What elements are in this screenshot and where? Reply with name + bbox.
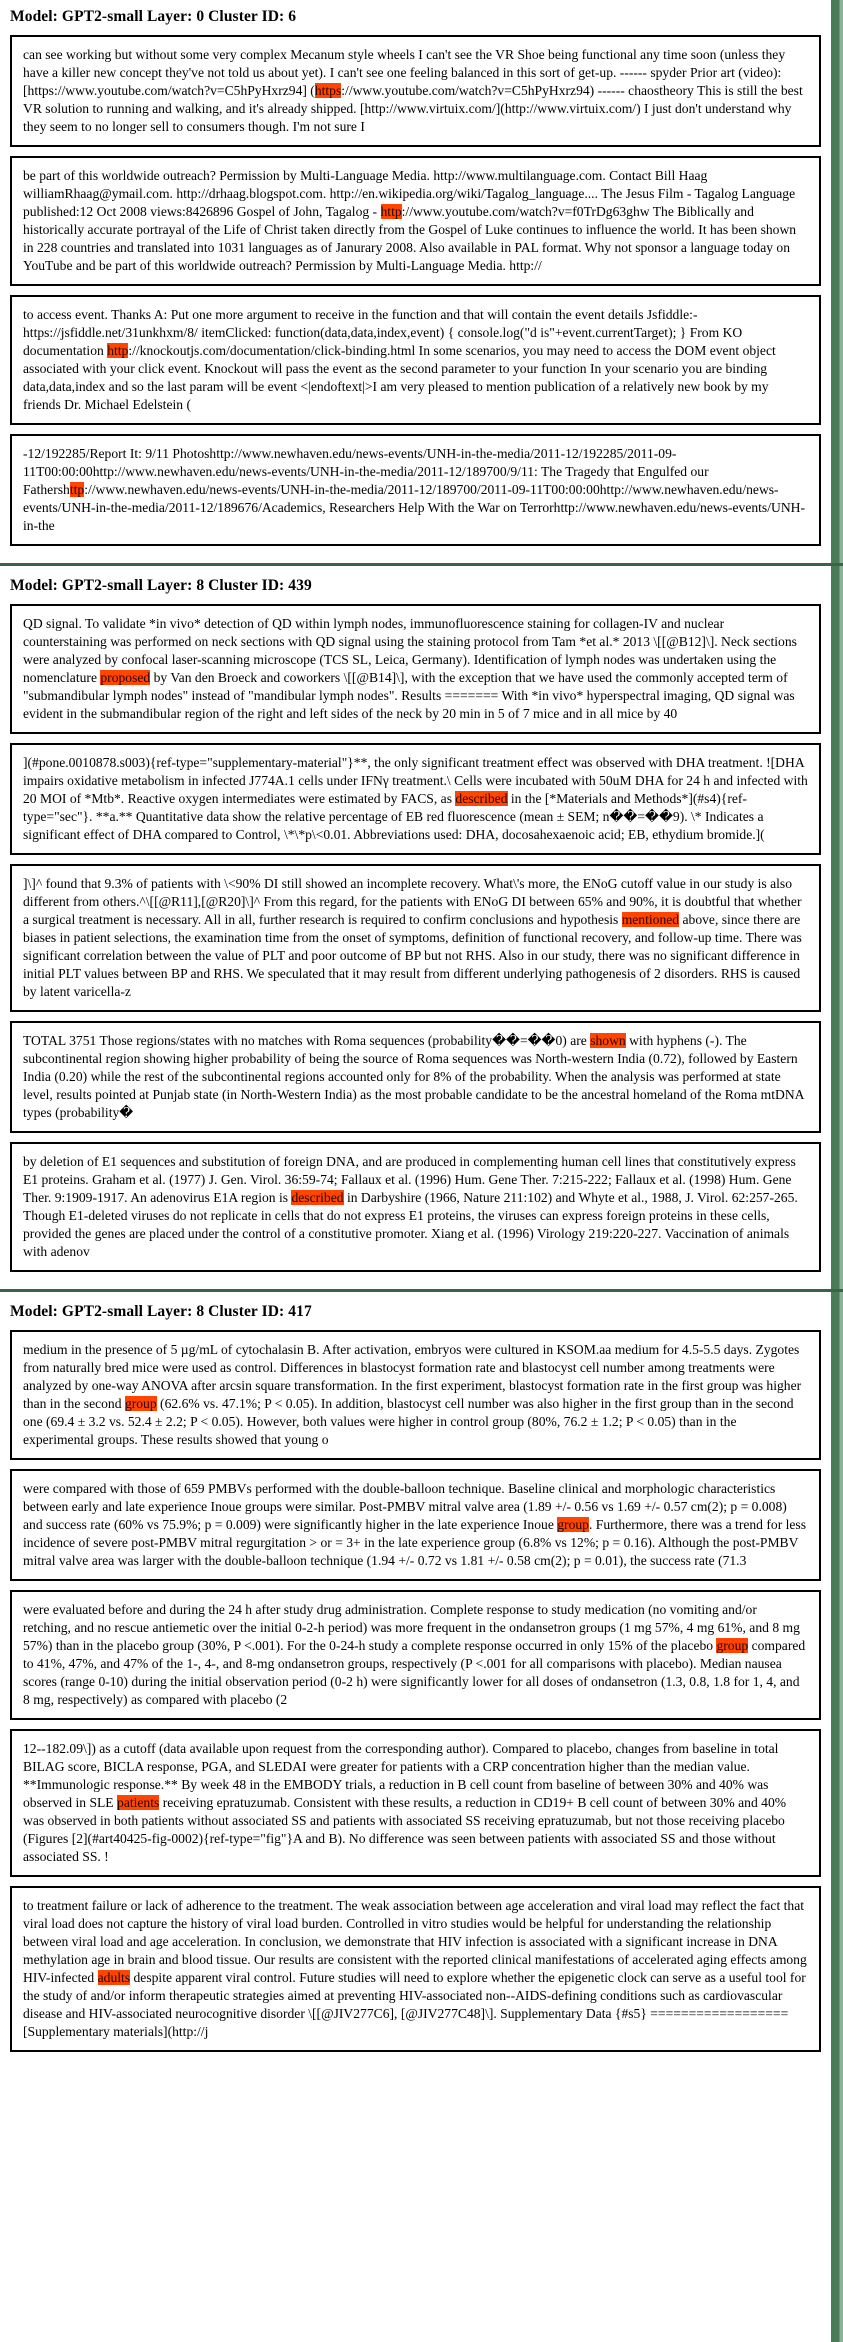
sample-box [10,864,821,1012]
highlighted-token: group [716,1638,749,1653]
sample-text-post: in the [*Materials and Methods*](#s4){ref-type="sec"}. **a.** Quantitative data show the relative percentage of EB red fluorescence (mean ± SEM; n��=��9). \* Indicates a significant effect of DHA compared to Control, \*\*p\<0.01. Abbreviations used: DHA, docosahexaenoic acid; EB, ethydium bromide.]( [23,791,765,842]
sample-text-pre: to treatment failure or lack of adherence to the treatment. The weak association between age acceleration and viral load may reflect the fact that viral load does not capture the history of viral load burden. Controlled in vitro studies would be helpful for understanding the relationship between viral load and age acceleration. In conclusion, we demonstrate that HIV infection is associated with a significant increase in DNA methylation age in brain and blood tissue. Our results are consistent with the reported clinical manifestations of accelerated aging effects among HIV-infected [23,1898,807,1985]
highlighted-token: http [107,343,129,358]
sample-text-pre: TOTAL 3751 Those regions/states with no matches with Roma sequences (probability��=��0) are [23,1033,591,1048]
sample-text-pre: were compared with those of 659 PMBVs performed with the double-balloon technique. Baseline clinical and morphologic characteristics between early and late experience Inoue groups were similar. Post-PMBV mitral valve area (1.89 +/- 0.56 vs 1.69 +/- 0.57 cm(2); p = 0.008) and success rate (60% vs 75.9%; p = 0.009) were significantly higher in the late experience Inoue [23,1481,787,1532]
sample-text-post: by Van den Broeck and coworkers \[[@B14]\], with the exception that we have used the commonly accepted term of "submandibular lymph nodes" instead of "mandibular lymph nodes". Results ======= With *in vivo* hyperspectral imaging, QD signal was evident in the submandibular region of the right and left sides of the neck by 20 min in 5 of 7 mice and in all mice by 40 [23,670,795,721]
section-header: Model: GPT2-small Layer: 8 Cluster ID: 417 [10,1303,312,1320]
sample-box [10,604,821,734]
sample-box [10,1330,821,1460]
sample-box [10,743,821,855]
section-divider [0,563,843,566]
highlighted-token: described [291,1190,344,1205]
sample-text-post: above, since there are biases in patient selections, the examination time from the onset of symptoms, definition of functional recovery, and follow-up time. There was significant correlation between the value of PLT and poor outcome of BP but not RHS. Also in our study, there was no significant difference in initial PLT values between BP and RHS. We speculated that it may result from different underlying pathogenesis of 2 disorders. RHS is caused by latent varicella-z [23,912,802,999]
sample-text-post: in Darbyshire (1966, Nature 211:102) and Whyte et al., 1988, J. Virol. 62:257-265. Though E1-deleted viruses do not replicate in cells that do not express E1 proteins, the viruses can express foreign proteins in these cells, provided the genes are placed under the control of a constitutive promoter. Xiang et al. (1996) Virology 219:220-227. Vaccination of animals with adenov [23,1190,798,1259]
sample-text-pre: ]\]^ found that 9.3% of patients with \<90% DI still showed an incomplete recovery. What\'s more, the ENoG cutoff value in our study is also different from others.^\[[@R11],[@R20]\]^ From this regard, for the patients with ENoG DI between 65% and 90%, it is doubtful that whether a surgical treatment is necessary. All in all, further research is required to confirm conclusions and hypothesis [23,876,802,927]
highlighted-token: https [314,83,342,98]
highlighted-token: shown [590,1033,626,1048]
sample-box [10,156,821,286]
sample-box [10,1886,821,2052]
sample-box [10,1469,821,1581]
sample-box [10,1590,821,1720]
sample-text-pre: ](#pone.0010878.s003){ref-type="supplementary-material"}**, the only significant treatment effect was observed with DHA treatment. ![DHA impairs oxidative metabolism in infected J774A.1 cells under IFNγ treatment.\ Cells were incubated with 50uM DHA for 24 h and infected with 20 MOI of *Mtb*. Reactive oxygen intermediates were estimated by FACS, as [23,755,808,806]
sample-text-pre: -12/192285/Report It: 9/11 Photoshttp://www.newhaven.edu/news-events/UNH-in-the-media/2011-12/192285/2011-09-11T00:00:00http://www.newhaven.edu/news-events/UNH-in-the-media/2011-12/189700/9/11: The Tragedy that Engulfed our Fathersh [23,446,709,497]
sample-text-post: ://www.newhaven.edu/news-events/UNH-in-the-media/2011-12/189700/2011-09-11T00:00:00http://www.newhaven.edu/news-events/UNH-in-the-media/2011-12/189676/Academics, Researchers Help With the War on Terrorhttp://www.newhaven.edu/news-events/UNH-in-the [23,482,805,533]
sample-box [10,434,821,546]
sample-text-pre: to access event. Thanks A: Put one more argument to receive in the function and that will contain the event details Jsfiddle:- https://jsfiddle.net/31unkhxm/8/ itemClicked: function(data,data,index,event) { console.log("d is"+event.currentTarget); } From KO documentation [23,307,743,358]
clusters-report [10,5,821,2061]
cluster-section [10,1303,821,2052]
sample-text-pre: 12--182.09\]) as a cutoff (data available upon request from the corresponding author). Compared to placebo, changes from baseline in total BILAG score, BICLA response, PGA, and SLEDAI were greater for patients with a CRP concentration higher than the median value. **Immunologic response.** By week 48 in the EMBODY trials, a reduction in B cell count from baseline of between 30% and 40% was observed in SLE [23,1741,779,1810]
highlighted-token: group [557,1517,589,1532]
sample-text-pre: QD signal. To validate *in vivo* detection of QD within lymph nodes, immunofluorescence staining for collagen-IV and nuclear counterstaining was performed on neck sections with QD signal using the staining protocol from Tam *et al.* 2013 \[[@B12]\]. Neck sections were analyzed by confocal laser-scanning microscope (TCS SL, Leica, Germany). Identification of lymph nodes was undertaken using the nomenclature [23,616,797,685]
sample-text-pre: by deletion of E1 sequences and substitution of foreign DNA, and are produced in complementing human cell lines that constitutively express E1 proteins. Graham et al. (1977) J. Gen. Virol. 36:59-74; Fallaux et al. (1996) Hum. Gene Ther. 7:215-222; Fallaux et al. (1998) Hum. Gene Ther. 9:1909-1917. An adenovirus E1A region is [23,1154,796,1205]
section-header: Model: GPT2-small Layer: 0 Cluster ID: 6 [10,8,297,25]
sample-text-pre: were evaluated before and during the 24 h after study drug administration. Complete response to study medication (no vomiting and/or retching, and no rescue antiemetic over the initial 0-2-h period) was more frequent in the ondansetron groups (1 mg 57%, 4 mg 61%, and 8 mg 57%) than in the placebo group (30%, P <.001). For the 0-24-h study a complete response occurred in only 15% of the placebo [23,1602,800,1653]
sample-text-pre: can see working but without some very complex Mecanum style wheels I can't see the VR Shoe being functional any time soon (unless they have a killer new concept they've not told us about yet). I can't see one feeling balanced in this sort of get-up. ------ spyder Prior art (video): [https://www.youtube.com/watch?v=C5hPyHxrz94] ( [23,47,786,98]
highlighted-token: mentioned [621,912,680,927]
sample-text-post: ://knockoutjs.com/documentation/click-binding.html In some scenarios, you may need to access the DOM event object associated with your click event. Knockout will pass the event as the second parameter to your function In your scenario you are binding data,data,index and so the last param will be event <|endoftext|>I am very pleased to mention publication of a relatively new book by my friends Dr. Michael Edelstein ( [23,343,776,412]
sample-text-post: despite apparent viral control. Future studies will need to explore whether the epigenetic clock can serve as a useful tool for the study of and/or inform therapeutic strategies aimed at preventing HIV-associated non--AIDS-defining conditions such as cardiovascular disease and HIV-associated neurocognitive disorder \[[@JIV277C6], [@JIV277C48]\]. Supplementary Data {#s5} ================== [Supplementary materials](http://j [23,1970,806,2039]
section-divider [0,1289,843,1292]
sample-box [10,1021,821,1133]
highlighted-token: proposed [100,670,151,685]
sample-text-post: with hyphens (-). The subcontinental region showing higher probability of being the source of Roma sequences was North-western India (0.72), followed by Eastern India (0.20) while the rest of the subcontinental regions accounted only for 8% of the probability. When the analysis was performed at state level, results pointed at Punjab state (in North-Western India) as the most probable candidate to be the ancestral homeland of the Roma mtDNA types (probability� [23,1033,804,1120]
section-header: Model: GPT2-small Layer: 8 Cluster ID: 439 [10,577,312,594]
sample-box [10,1142,821,1272]
sample-text-post: ://www.youtube.com/watch?v=f0TrDg63ghw The Biblically and historically accurate portrayal of the Life of Christ taken directly from the Gospel of Luke continues to influence the world. It has been shown in 228 countries and translated into 1031 languages as of Janurary 2008. Also available in PAL format. Why not sponsor a language today on YouTube and be part of this worldwide outreach? Permission by Multi-Language Media. http:// [23,204,797,273]
cluster-section [10,8,821,546]
sample-text-post: . Furthermore, there was a trend for less incidence of severe post-PMBV mitral regurgitation > or = 3+ in the late experience group (6.8% vs 12%; p = 0.16). Although the post-PMBV mitral valve area was larger with the double-balloon technique (1.94 +/- 0.72 vs 1.81 +/- 0.58 cm(2); p = 0.01), the success rate (71.3 [23,1517,807,1568]
highlighted-token: group [124,1396,157,1411]
sample-text-pre: medium in the presence of 5 µg/mL of cytochalasin B. After activation, embryos were cultured in KSOM.aa medium for 4.5-5.5 days. Zygotes from naturally bred mice were used as control. Differences in blastocyst formation rate and blastocyst cell number among treatments were analyzed by one-way ANOVA after arcsin square transformation. In the first experiment, blastocyst formation rate in the first group was higher than in the second [23,1342,802,1411]
right-accent-bar [831,0,843,2342]
cluster-section [10,577,821,1272]
highlighted-token: described [455,791,508,806]
highlighted-token: adults [97,1970,131,1985]
sample-box [10,295,821,425]
sample-text-post: (62.6% vs. 47.1%; P < 0.05). In addition, blastocyst cell number was also higher in the first group than in the second one (69.4 ± 3.2 vs. 52.4 ± 2.2; P < 0.05). However, both values were higher in control group (80%, 76.2 ± 1.2; P < 0.05) than in the experimental groups. These results showed that young o [23,1396,794,1447]
sample-text-pre: be part of this worldwide outreach? Permission by Multi-Language Media. http://www.multilanguage.com. Contact Bill Haag williamRhaag@ymail.com. http://drhaag.blogspot.com. http://en.wikipedia.org/wiki/Tagalog_language.... The Jesus Film - Tagalog Language published:12 Oct 2008 views:8426896 Gospel of John, Tagalog - [23,168,796,219]
sample-box [10,35,821,147]
sample-box [10,1729,821,1877]
sample-text-post: receiving epratuzumab. Consistent with these results, a reduction in CD19+ B cell count of between 30% and 40% was observed in both patients without associated SS and patients with associated SS receiving epratuzumab, but not those receiving placebo (Figures [2](#art40425-fig-0002){ref-type="fig"}A and B). No difference was seen between patients with associated SS and those without associated SS. ! [23,1795,787,1864]
highlighted-token: patients [117,1795,160,1810]
highlighted-token: ttp [69,482,85,497]
sample-text-post: compared to 41%, 47%, and 47% of the 1-, 4-, and 8-mg ondansetron groups, respectively (P <.001 for all comparisons with placebo). Median nausea scores (range 0-10) during the initial observation period (0-2 h) were significantly lower for all doses of ondansetron (1.3, 0.8, 1.8 for 1, 4, and 8 mg, respectively) as compared with placebo (2 [23,1638,806,1707]
highlighted-token: http [380,204,402,219]
sample-text-post: ://www.youtube.com/watch?v=C5hPyHxrz94) ------ chaostheory This is still the best VR solution to running and walking, and it's already shipped. [http://www.virtuix.com/](http://www.virtuix.com/) I just don't understand why they seem to no longer sell to consumers though. I'm not sure I [23,83,803,134]
